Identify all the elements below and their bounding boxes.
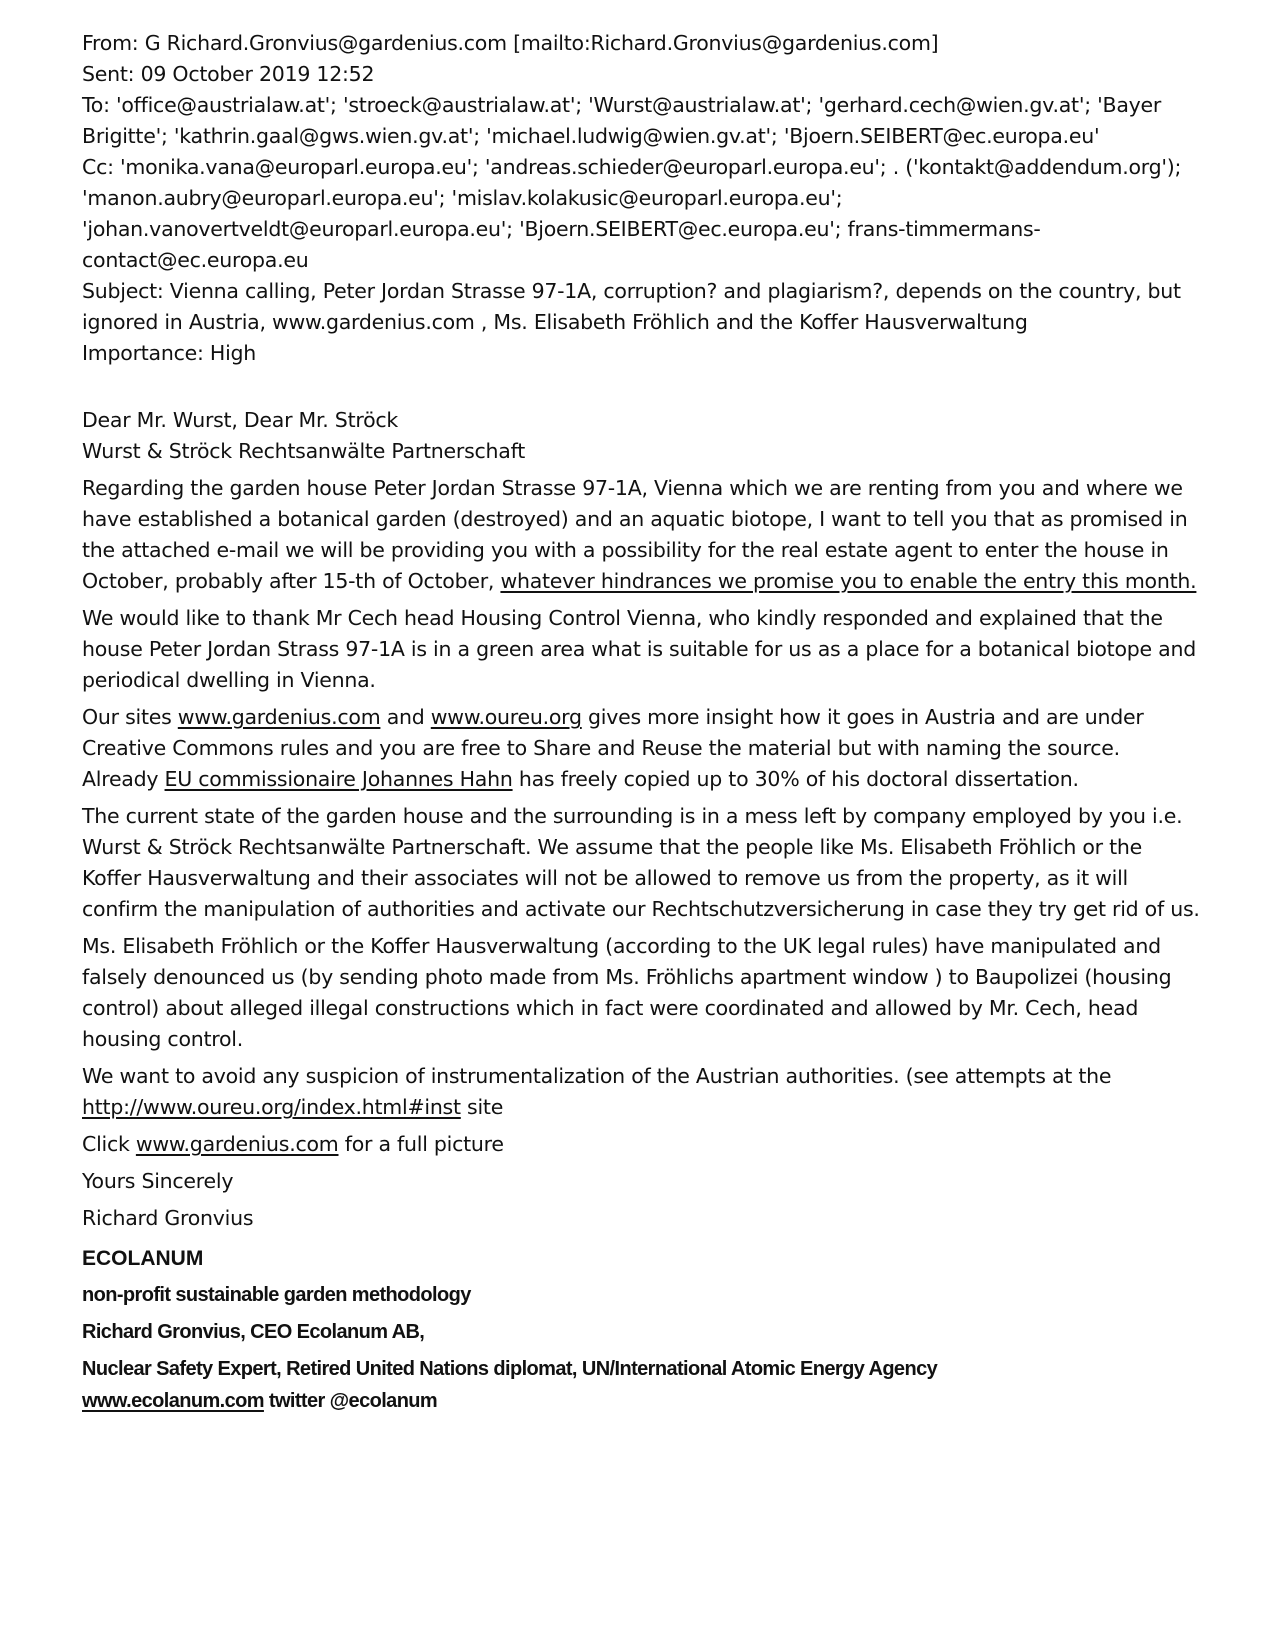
paragraph-avoid-text-a: We want to avoid any suspicion of instrumentalization of the Austrian authorities. (see attempts at the	[82, 1064, 1112, 1088]
sender-name: Richard Gronvius	[82, 1206, 254, 1230]
email-body	[82, 405, 1202, 1234]
email-header	[82, 28, 1202, 369]
paragraph-rental-text: Regarding the garden house Peter Jordan Strasse 97-1A, Vienna which we are renting from you and where we have established a botanical garden (destroyed) and an aquatic biotope, I want to tell you that as promised in the attached e-mail we will be providing you with a possibility for the real estate agent to enter the house in October, probably after 15-th of October,	[82, 476, 1188, 593]
paragraph-click-text-b: for a full picture	[338, 1132, 504, 1156]
signature-bio: Nuclear Safety Expert, Retired United Nations diplomat, UN/International Atomic Energy Agency	[82, 1358, 938, 1380]
closing: Yours Sincerely	[82, 1169, 234, 1193]
signature-role: Richard Gronvius, CEO Ecolanum AB,	[82, 1321, 425, 1343]
oureu-link[interactable]: www.oureu.org	[430, 705, 582, 729]
paragraph-sites-text-a: Our sites	[82, 705, 178, 729]
signature-org: ECOLANUM	[82, 1247, 204, 1270]
twitter-handle: twitter @ecolanum	[263, 1390, 438, 1412]
signature-tagline: non-profit sustainable garden methodology	[82, 1284, 471, 1306]
gardenius-link[interactable]: www.gardenius.com	[177, 705, 381, 729]
paragraph-avoid	[82, 1061, 1202, 1123]
to-line: To: 'office@austrialaw.at'; 'stroeck@austrialaw.at'; 'Wurst@austrialaw.at'; 'gerhard.cech@wien.gv.at'; 'Bayer Brigitte'; 'kathrin.gaal@gws.wien.gv.at'; 'michael.ludwig@wien.gv.at'; 'Bjoern.SEIBERT@ec.europa.eu'	[82, 93, 1162, 148]
paragraph-sites	[82, 702, 1202, 795]
paragraph-avoid-text-b: site	[460, 1095, 504, 1119]
signature-contact	[82, 1388, 1202, 1414]
cc-line: Cc: 'monika.vana@europarl.europa.eu'; 'andreas.schieder@europarl.europa.eu'; . ('kontakt@addendum.org'); 'manon.aubry@europarl.europa.eu'; 'mislav.kolakusic@europarl.europa.eu'; 'johan.vanovertveldt@europarl.europa.eu'; 'Bjoern.SEIBERT@ec.europa.eu'; frans-timmermans-contact@ec.europa.eu	[82, 155, 1182, 272]
ecolanum-website-link[interactable]: www.ecolanum.com	[82, 1390, 264, 1412]
paragraph-thanks: We would like to thank Mr Cech head Housing Control Vienna, who kindly responded and explained that the house Peter Jordan Strass 97-1A is in a green area what is suitable for us as a place for a botanical biotope and periodical dwelling in Vienna.	[82, 606, 1196, 692]
promise-underlined: whatever hindrances we promise you to enable the entry this month.	[500, 569, 1197, 593]
paragraph-sites-text-d: has freely copied up to 30% of his doctoral dissertation.	[512, 767, 1079, 791]
paragraph-sites-text-b: and	[380, 705, 431, 729]
paragraph-rental	[82, 473, 1202, 597]
gardenius-link-2[interactable]: www.gardenius.com	[135, 1132, 339, 1156]
oureu-inst-link[interactable]: http://www.oureu.org/index.html#inst	[82, 1095, 461, 1119]
paragraph-denounced: Ms. Elisabeth Fröhlich or the Koffer Hausverwaltung (according to the UK legal rules) have manipulated and falsely denounced us (by sending photo made from Ms. Fröhlichs apartment window ) to Baupolizei (housing control) about alleged illegal constructions which in fact were coordinated and allowed by Mr. Cech, head housing control.	[82, 934, 1172, 1051]
paragraph-state: The current state of the garden house and the surrounding is in a mess left by company employed by you i.e. Wurst & Ströck Rechtsanwälte Partnerschaft. We assume that the people like Ms. Elisabeth Fröhlich or the Koffer Hausverwaltung and their associates will not be allowed to remove us from the property, as it will confirm the manipulation of authorities and activate our Rechtschutzversicherung in case they try get rid of us.	[82, 804, 1200, 921]
signature-block	[82, 1240, 1202, 1414]
subject-line: Subject: Vienna calling, Peter Jordan Strasse 97-1A, corruption? and plagiarism?, depends on the country, but ignored in Austria, www.gardenius.com , Ms. Elisabeth Fröhlich and the Koffer Hausverwaltung	[82, 279, 1181, 334]
salutation: Dear Mr. Wurst, Dear Mr. Ströck	[82, 408, 399, 432]
sent-line: Sent: 09 October 2019 12:52	[82, 62, 375, 86]
paragraph-sites-text-c: gives more insight how it goes in Austria and are under Creative Commons rules and you are free to Share and Reuse the material but with naming the source. Already	[82, 705, 1144, 791]
firm-name: Wurst & Ströck Rechtsanwälte Partnerschaft	[82, 439, 525, 463]
johannes-hahn-link[interactable]: EU commissionaire Johannes Hahn	[164, 767, 513, 791]
paragraph-click	[82, 1129, 1202, 1160]
importance-line: Importance: High	[82, 341, 257, 365]
from-line: From: G Richard.Gronvius@gardenius.com [mailto:Richard.Gronvius@gardenius.com]	[82, 31, 939, 55]
paragraph-click-text-a: Click	[82, 1132, 136, 1156]
email-document	[82, 28, 1202, 1414]
